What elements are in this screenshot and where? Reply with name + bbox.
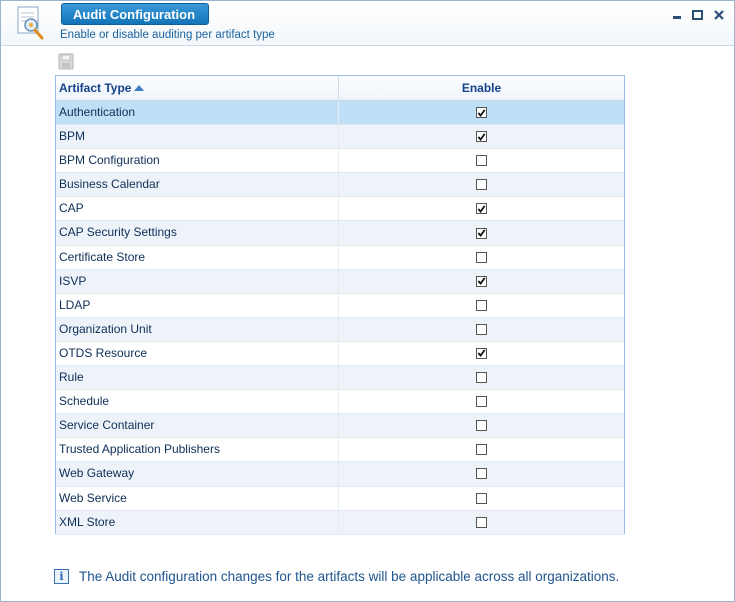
artifact-type-cell: Organization Unit: [56, 318, 339, 341]
enable-cell: [339, 318, 624, 341]
table-row[interactable]: [56, 294, 624, 318]
checkmark-icon: [477, 348, 486, 358]
minimize-icon[interactable]: [670, 9, 683, 21]
artifact-type-cell: Schedule: [56, 390, 339, 413]
enable-checkbox[interactable]: [476, 300, 487, 311]
table-row[interactable]: [56, 487, 624, 511]
enable-cell: [339, 197, 624, 220]
checkmark-icon: [477, 228, 486, 238]
enable-checkbox[interactable]: [476, 107, 487, 118]
enable-checkbox[interactable]: [476, 517, 487, 528]
enable-checkbox[interactable]: [476, 420, 487, 431]
table-row[interactable]: [56, 390, 624, 414]
enable-cell: [339, 487, 624, 510]
artifact-type-cell: ISVP: [56, 270, 339, 293]
enable-cell: [339, 390, 624, 413]
column-header-label: Artifact Type: [59, 81, 132, 95]
sort-ascending-icon: [134, 85, 144, 91]
enable-checkbox[interactable]: [476, 468, 487, 479]
table-row[interactable]: [56, 221, 624, 245]
column-header-enable[interactable]: Enable: [461, 81, 502, 95]
enable-checkbox[interactable]: [476, 396, 487, 407]
enable-checkbox[interactable]: [476, 276, 487, 287]
enable-cell: [339, 125, 624, 148]
table-row[interactable]: [56, 246, 624, 270]
artifact-type-cell: Certificate Store: [56, 246, 339, 269]
enable-cell: [339, 149, 624, 172]
enable-cell: [339, 221, 624, 244]
table-row[interactable]: [56, 342, 624, 366]
artifact-type-cell: CAP: [56, 197, 339, 220]
enable-checkbox[interactable]: [476, 493, 487, 504]
column-header-artifact-type[interactable]: [56, 76, 339, 100]
window-header: [1, 1, 734, 46]
table-row[interactable]: [56, 270, 624, 294]
document-magnifier-icon: [15, 5, 47, 41]
enable-checkbox[interactable]: [476, 348, 487, 359]
artifact-grid: [55, 75, 625, 534]
artifact-type-cell: XML Store: [56, 511, 339, 534]
artifact-type-cell: BPM: [56, 125, 339, 148]
artifact-type-cell: Web Gateway: [56, 462, 339, 485]
table-row[interactable]: [56, 125, 624, 149]
artifact-type-cell: Service Container: [56, 414, 339, 437]
maximize-icon[interactable]: [691, 9, 704, 21]
checkmark-icon: [477, 108, 486, 118]
window-title: Audit Configuration: [61, 3, 209, 25]
artifact-type-cell: Authentication: [56, 101, 339, 124]
artifact-type-cell: LDAP: [56, 294, 339, 317]
window-controls: [670, 9, 725, 21]
checkmark-icon: [477, 204, 486, 214]
table-row[interactable]: [56, 511, 624, 535]
enable-cell: [339, 462, 624, 485]
enable-cell: [339, 511, 624, 534]
enable-checkbox[interactable]: [476, 131, 487, 142]
checkmark-icon: [477, 276, 486, 286]
info-text: The Audit configuration changes for the artifacts will be applicable across all organizations.: [79, 569, 620, 584]
artifact-type-cell: BPM Configuration: [56, 149, 339, 172]
table-row[interactable]: [56, 318, 624, 342]
table-row[interactable]: [56, 414, 624, 438]
enable-cell: [339, 414, 624, 437]
table-row[interactable]: [56, 366, 624, 390]
table-row[interactable]: [56, 462, 624, 486]
artifact-type-cell: OTDS Resource: [56, 342, 339, 365]
table-row[interactable]: [56, 438, 624, 462]
enable-checkbox[interactable]: [476, 444, 487, 455]
window-subtitle: Enable or disable auditing per artifact type: [60, 29, 275, 41]
save-icon[interactable]: [58, 53, 74, 70]
enable-cell: [339, 101, 624, 124]
info-icon: i: [54, 569, 69, 584]
enable-cell: [339, 270, 624, 293]
close-icon[interactable]: [712, 9, 725, 21]
enable-cell: [339, 246, 624, 269]
enable-cell: [339, 294, 624, 317]
enable-checkbox[interactable]: [476, 179, 487, 190]
enable-cell: [339, 173, 624, 196]
artifact-type-cell: Rule: [56, 366, 339, 389]
enable-checkbox[interactable]: [476, 203, 487, 214]
artifact-type-cell: Web Service: [56, 487, 339, 510]
enable-checkbox[interactable]: [476, 228, 487, 239]
enable-checkbox[interactable]: [476, 324, 487, 335]
enable-cell: [339, 342, 624, 365]
grid-body: [56, 101, 624, 535]
table-row[interactable]: [56, 101, 624, 125]
checkmark-icon: [477, 132, 486, 142]
enable-cell: [339, 438, 624, 461]
artifact-type-cell: Trusted Application Publishers: [56, 438, 339, 461]
artifact-type-cell: Business Calendar: [56, 173, 339, 196]
enable-checkbox[interactable]: [476, 252, 487, 263]
enable-checkbox[interactable]: [476, 372, 487, 383]
enable-cell: [339, 366, 624, 389]
grid-header: [56, 76, 624, 101]
enable-checkbox[interactable]: [476, 155, 487, 166]
table-row[interactable]: [56, 173, 624, 197]
table-row[interactable]: [56, 149, 624, 173]
table-row[interactable]: [56, 197, 624, 221]
artifact-type-cell: CAP Security Settings: [56, 221, 339, 244]
info-message: [54, 569, 619, 584]
